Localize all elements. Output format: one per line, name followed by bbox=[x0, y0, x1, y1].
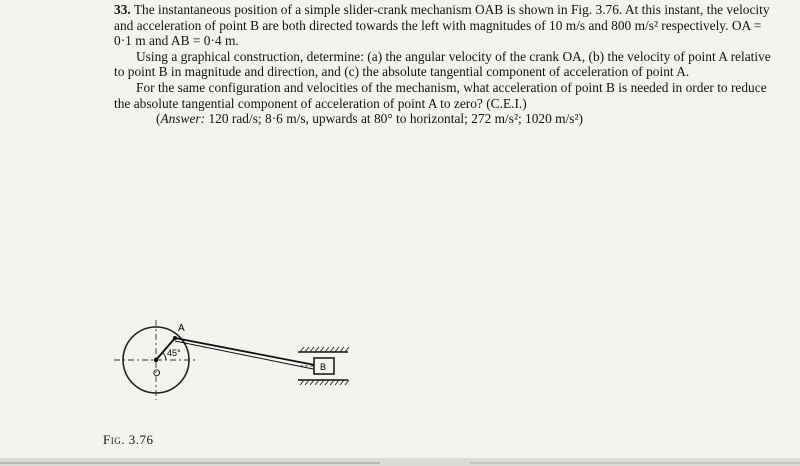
problem-paragraph-1 bbox=[114, 2, 774, 49]
figure-caption-number: 3.76 bbox=[128, 432, 154, 447]
label-a: A bbox=[178, 323, 185, 334]
figure-caption bbox=[103, 432, 153, 448]
pivot-o bbox=[154, 358, 158, 362]
answer-line bbox=[114, 111, 774, 127]
problem-number: 33. bbox=[114, 2, 131, 17]
problem-paragraph-3: For the same configuration and velocities of the mechanism, what acceleration of point B is needed in order to reduce the absolute tangential component of acceleration of point A to zero? (C.E.I.) bbox=[114, 79, 767, 111]
label-o: O bbox=[153, 368, 161, 379]
label-b: B bbox=[320, 362, 327, 372]
page-bottom-rule-right bbox=[470, 462, 800, 464]
problem-paragraph-2: Using a graphical construction, determine: (a) the angular velocity of the crank OA, (b) the velocity of point A relative to point B in magnitude and direction, and (c) the absolute tangential component of acceleration of point A. bbox=[114, 48, 771, 80]
problem-statement: The instantaneous position of a simple slider-crank mechanism OAB is shown in Fig. 3.76. At this instant, the velocity and acceleration of point B are both directed towards the left with magnitudes of 10 m/s and 800 m/s² respectively. OA = 0·1 m and AB = 0·4 m. bbox=[114, 2, 770, 49]
guide-top-hatching bbox=[300, 347, 349, 352]
angle-arc bbox=[163, 353, 166, 360]
figure-caption-prefix: Fig. bbox=[103, 432, 125, 447]
page-bottom-rule-left bbox=[0, 462, 380, 464]
answer-label: Answer: bbox=[160, 111, 206, 127]
angle-label: 45° bbox=[167, 348, 181, 358]
answer-open-paren: ( bbox=[156, 111, 161, 127]
guide-bottom-hatching bbox=[300, 380, 349, 385]
answer-text: 120 rad/s; 8·6 m/s, upwards at 80° to horizontal; 272 m/s²; 1020 m/s²) bbox=[208, 111, 583, 127]
problem-text bbox=[114, 2, 774, 127]
connecting-rod-ab-lower bbox=[175, 341, 318, 370]
slider-crank-figure bbox=[104, 316, 364, 408]
